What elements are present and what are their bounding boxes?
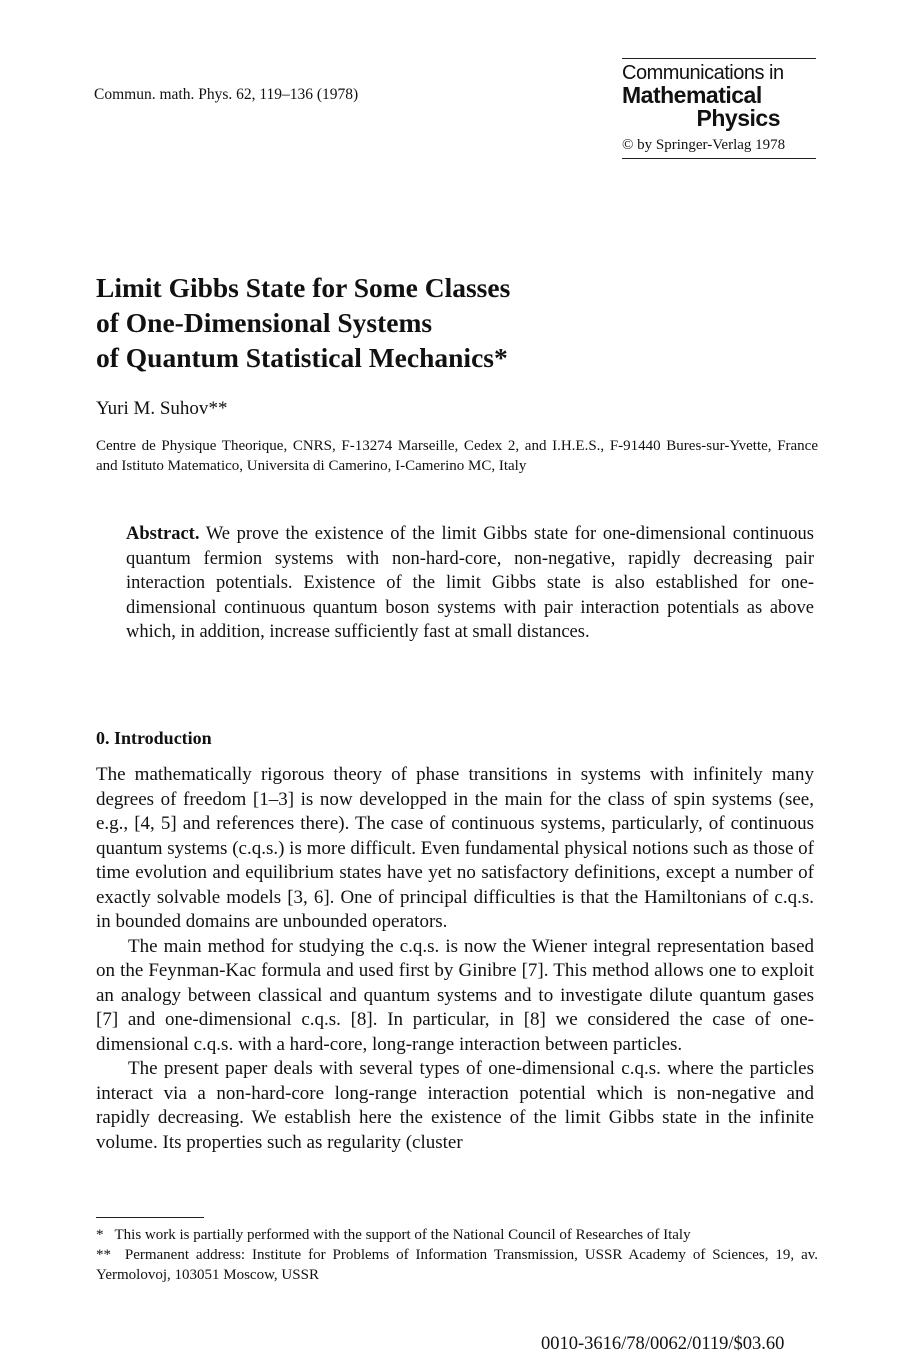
title-footnote-mark: * bbox=[493, 342, 508, 373]
copyright-notice: © by Springer-Verlag 1978 bbox=[622, 137, 816, 159]
paragraph-3: The present paper deals with several types of one-dimensional c.q.s. where the particles interact via a non-hard-core long-range interaction potential which is non-negative and rapidly decreasing. We establish here the existence of the limit Gibbs state in the infinite volume. Its properties such as regularity (cluster bbox=[96, 1058, 814, 1153]
footnote-2-text: Permanent address: Institute for Problems of Information Transmission, USSR Academy of Sciences, 19, av. Yermolovoj, 103051 Moscow, USSR bbox=[96, 1247, 818, 1283]
paragraph-2: The main method for studying the c.q.s. is now the Wiener integral representation based on the Feynman-Kac formula and used first by Ginibre [7]. This method allows one to exploit an analogy between classical and quantum systems and to investigate dilute quantum gases [7] and one-dimensional c.q.s. [8]. In particular, in [8] we considered the case of one-dimensional c.q.s. with a hard-core, long-range interaction between particles. bbox=[96, 935, 814, 1055]
abstract-label: Abstract. bbox=[126, 524, 200, 544]
section-heading: 0. Introduction bbox=[96, 728, 212, 748]
journal-name-line1: Communications in bbox=[622, 62, 784, 84]
footnote-2-mark: ** bbox=[96, 1247, 111, 1263]
title-line-1: Limit Gibbs State for Some Classes bbox=[96, 272, 511, 303]
author-text: Yuri M. Suhov bbox=[96, 398, 209, 419]
footnote-1 bbox=[96, 1225, 818, 1245]
title-line-3: of Quantum Statistical Mechanics bbox=[96, 342, 494, 373]
publication-code: 0010-3616/78/0062/0119/$03.60 bbox=[541, 1334, 785, 1354]
paragraph-1: The mathematically rigorous theory of phase transitions in systems with infinitely many degrees of freedom [1–3] is now developped in the main for the class of spin systems (see, e.g., [4, 5] and references there). The case of continuous systems, particularly, of continuous quantum systems (c.q.s.) is more difficult. Even fundamental physical notions such as those of time evolution and equilibrium states have yet no satisfactory definitions, except a number of exactly solvable models [3, 6]. One of principal difficulties is that the Hamiltonians of c.q.s. in bounded domains are unbounded operators. bbox=[96, 764, 814, 932]
title-line-2: of One-Dimensional Systems bbox=[96, 307, 433, 338]
footnote-1-text: This work is partially performed with the support of the National Council of Researches of Italy bbox=[114, 1227, 691, 1243]
author-footnote-mark: ** bbox=[208, 398, 228, 419]
author-name bbox=[96, 398, 227, 420]
journal-citation: Commun. math. Phys. 62, 119–136 (1978) bbox=[94, 86, 359, 103]
article-title bbox=[96, 270, 510, 375]
abstract-text: We prove the existence of the limit Gibbs state for one-dimensional continuous quantum fermion systems with non-hard-core, non-negative, rapidly decreasing pair interaction potentials. Existence of the limit Gibbs state is also established for one-dimensional continuous quantum boson systems with pair interaction potentials as above which, in addition, increase sufficiently fast at small distances. bbox=[126, 524, 814, 643]
journal-logo bbox=[622, 58, 816, 159]
footnote-2 bbox=[96, 1245, 818, 1285]
journal-name-line3: Physics bbox=[696, 105, 780, 131]
footnote-divider bbox=[96, 1217, 204, 1218]
footnotes bbox=[96, 1225, 818, 1285]
author-affiliation: Centre de Physique Theorique, CNRS, F-13274 Marseille, Cedex 2, and I.H.E.S., F-91440 Bures-sur-Yvette, France and Istituto Matematico, Universita di Camerino, I-Camerino MC, Italy bbox=[96, 438, 818, 474]
abstract bbox=[126, 522, 814, 645]
body-text bbox=[96, 763, 814, 1155]
footnote-1-mark: * bbox=[96, 1227, 104, 1243]
journal-top-rule bbox=[622, 58, 816, 59]
journal-name-line2: Mathematical bbox=[622, 82, 762, 108]
